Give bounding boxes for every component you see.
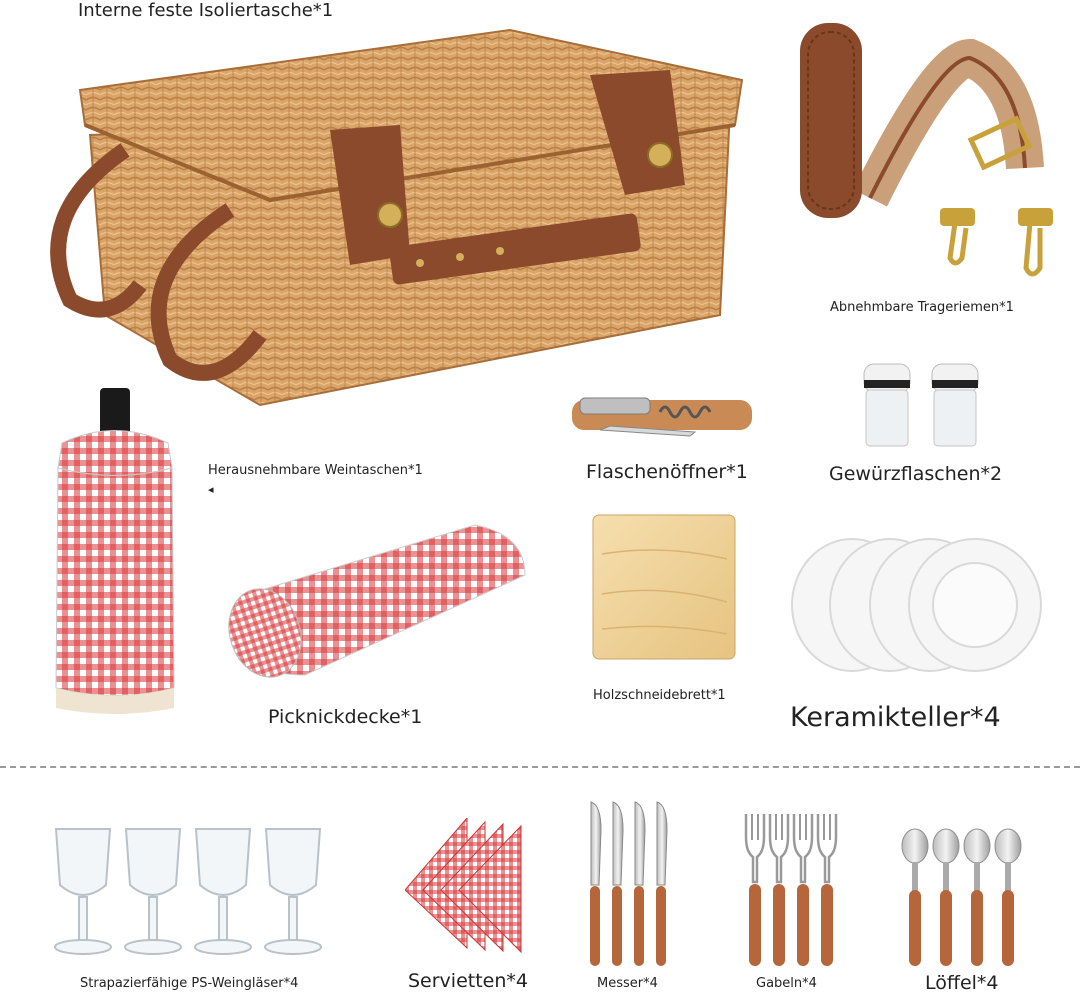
knife-icon xyxy=(585,800,675,968)
label-loeffel: Löffel*4 xyxy=(925,972,999,994)
label-weintaschen: Herausnehmbare Weintaschen*1 xyxy=(208,463,423,478)
blanket-roll-icon xyxy=(225,515,530,685)
label-messer: Messer*4 xyxy=(597,976,658,991)
label-servietten: Servietten*4 xyxy=(408,970,528,992)
picnic-basket-icon xyxy=(30,15,750,415)
wine-glass-icon xyxy=(50,825,330,960)
wine-bag-icon xyxy=(50,388,180,718)
spice-shaker-icon xyxy=(860,362,985,452)
label-gewuerzflaschen: Gewürzflaschen*2 xyxy=(829,463,1003,485)
label-gabeln: Gabeln*4 xyxy=(756,976,817,991)
label-isoliertasche: Interne feste Isoliertasche*1 xyxy=(78,0,334,21)
napkin-icon xyxy=(405,818,525,953)
label-picknickdecke: Picknickdecke*1 xyxy=(268,706,423,728)
label-weinglaeser: Strapazierfähige PS-Weingläser*4 xyxy=(80,976,299,991)
corkscrew-icon xyxy=(570,392,755,442)
label-weintaschen-marker: ◂ xyxy=(208,483,214,496)
label-holzschneidebrett: Holzschneidebrett*1 xyxy=(593,688,726,703)
cutting-board-icon xyxy=(592,514,737,660)
plate-icon xyxy=(790,535,1045,675)
label-keramikteller: Keramikteller*4 xyxy=(790,702,1001,733)
shoulder-strap-icon xyxy=(790,18,1060,283)
label-flaschenoeffner: Flaschenöffner*1 xyxy=(586,461,748,483)
spoon-icon xyxy=(900,828,1025,968)
section-divider xyxy=(0,766,1080,768)
fork-icon xyxy=(743,812,838,968)
label-trageriemen: Abnehmbare Trageriemen*1 xyxy=(830,300,1014,315)
